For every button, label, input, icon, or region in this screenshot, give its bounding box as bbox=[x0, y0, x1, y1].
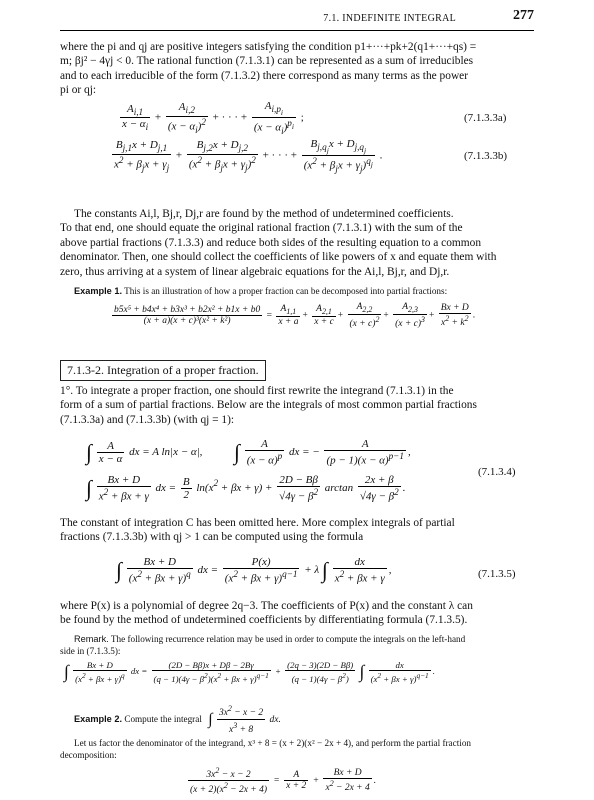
equation-number: (7.1.3.5) bbox=[478, 568, 516, 580]
text-line: 1°. To integrate a proper fraction, one should first rewrite the integrand (7.1.3.1) in the bbox=[60, 385, 454, 397]
text-line: m; βj² − 4γj < 0. The rational function (7.1.3.1) can be represented as a sum of irreducibles bbox=[60, 55, 474, 68]
page-number: 277 bbox=[513, 8, 534, 23]
equation-number: (7.1.3.3a) bbox=[464, 112, 507, 124]
text-line: Let us factor the denominator of the integrand, x³ + 8 = (x + 2)(x² − 2x + 4), and perform the partial fraction bbox=[74, 738, 472, 748]
text-line: The constant of integration C has been omitted here. More complex integrals of partial bbox=[60, 517, 455, 529]
text-line: fractions (7.1.3.3b) with qj > 1 can be computed using the formula bbox=[60, 531, 364, 544]
text-line: The constants Ai,l, Bj,r, Dj,r are found by the method of undetermined coefficients. bbox=[74, 208, 454, 220]
remark-label: Remark. bbox=[74, 634, 109, 644]
equation-7135: ∫ $\frac{Bx + D}{(x^2 + \beta x + \gamma)^q}$ dx = $\frac{P(x)}{(x^2 + \beta x + \gamma)^{q-1}}$ + λ ∫ $\frac{dx}{x^2 + \beta x + \gamma}$ , bbox=[116, 556, 392, 585]
equation-7133b: $\frac{B_{j,1}x + D_{j,1}}{x^2 + \beta_jx + \gamma_j}$ + $\frac{B_{j,2}x + D_{j,2}}{(x^2 + \beta_jx + \gamma_j)^2}$ + · · · + $\frac{B_{j,q_j}x + D_{j,q_j}}{(x^2 + \beta_jx + \gamma_j)^{q_j}}$ . bbox=[114, 138, 383, 174]
fraction: $\frac{B_{j,2}x + D_{j,2}}{(x^2 + \beta_jx + \gamma_j)^2}$ bbox=[188, 139, 256, 173]
example-2 bbox=[74, 703, 281, 736]
integration-constant-paragraph bbox=[60, 516, 536, 545]
section-heading: 7.1.3-2. Integration of a proper fraction. bbox=[60, 360, 266, 381]
equation-number: (7.1.3.3b) bbox=[464, 150, 508, 162]
example-1-equation: $\frac{\text{b5x⁵ + b4x⁴ + b3x³ + b2x² + b1x + b0}}{\text{(x + a)(x + c)³(x² + k²)}}$ = $\frac{A_{1,1}}{x + a}$ + $\frac{A_{2,1}}{x + c}$ + $\frac{A_{2,2}}{(x + c)^2}$ + $\frac{A_{2,3}}{(x + c)^3}$ + $\frac{Bx + D}{x^2 + k^2}$ . bbox=[114, 302, 476, 330]
text-line: denominator. Then, one should collect the coefficients of like powers of x and equate them with bbox=[60, 251, 497, 264]
text-line: pi or qj: bbox=[60, 84, 97, 97]
intro-paragraph bbox=[60, 40, 536, 98]
text-line: be found by the method of undetermined coefficients by differentiating formula (7.1.3.5). bbox=[60, 614, 468, 627]
text-line: form of a sum of partial fractions. Below are the integrals of most common partial fractions bbox=[60, 399, 477, 412]
recurrence-formula: ∫ $\frac{Bx + D}{(x^2 + \beta x + \gamma)^q}$ dx = $\frac{(2D - B\beta)x + D\beta - 2B\gamma}{(q - 1)(4\gamma - \beta^2)(x^2 + \beta x + \gamma)^{q-1}}$ + $\frac{(2q - 3)(2D - B\beta)}{(q - 1)(4\gamma - \beta^2)}$ ∫ $\frac{dx}{(x^2 + \beta x + \gamma)^{q-1}}$ . bbox=[64, 660, 435, 684]
text-line: where the pi and qj are positive integers satisfying the condition p1+···+pk+2(q1+···+qs) = bbox=[60, 41, 477, 53]
example-label: Example 2. bbox=[74, 713, 123, 724]
example-2-integral: ∫ $\frac{3x^2 - x - 2}{x^3 + 8}$ dx. bbox=[208, 704, 281, 736]
text-line: To that end, one should equate the original rational fraction (7.1.3.1) with the sum of the bbox=[60, 222, 463, 235]
text-line: decomposition: bbox=[60, 750, 117, 760]
fraction: $\frac{\text{b5x⁵ + b4x⁴ + b3x³ + b2x² + b1x + b0}}{\text{(x + a)(x + c)³(x² + k²)}}$ bbox=[114, 305, 261, 327]
example-2-decomposition: $\frac{3x^2 - x - 2}{(x + 2)(x^2 - 2x + 4)}$ = $\frac{A}{x + 2}$ + $\frac{Bx + D}{x^2 - 2x + 4}$ . bbox=[190, 766, 377, 796]
example-text: Compute the integral bbox=[124, 713, 202, 724]
running-header bbox=[60, 8, 534, 31]
fraction: $\frac{B_{j,q_j}x + D_{j,q_j}}{(x^2 + \beta_jx + \gamma_j)^{q_j}}$ bbox=[303, 138, 373, 174]
constants-paragraph bbox=[60, 207, 536, 279]
text-line: side in (7.1.3.5): bbox=[60, 646, 121, 656]
fraction: $\frac{B_{j,1}x + D_{j,1}}{x^2 + \beta_jx + \gamma_j}$ bbox=[114, 139, 170, 173]
fraction: $\frac{A_{i,p_i}}{(x - \alpha_i)^{p_i}}$ bbox=[253, 100, 294, 136]
header-section-title: 7.1. INDEFINITE INTEGRAL bbox=[323, 13, 456, 24]
remark bbox=[74, 633, 536, 645]
text-line: and to each irreducible of the form (7.1.3.2) there correspond as many terms as the power bbox=[60, 69, 469, 82]
equation-7133a: $\frac{A_{i,1}}{x - \alpha_i}$ + $\frac{A_{i,2}}{(x - \alpha_i)^2}$ + · · · + $\frac{A_{i,p_i}}{(x - \alpha_i)^{p_i}}$ ; bbox=[122, 100, 304, 136]
text-line: above partial fractions (7.1.3.3) and reduce both sides of the resulting equation to a common bbox=[60, 236, 482, 249]
polynomial-paragraph bbox=[60, 599, 536, 628]
text-line: The following recurrence relation may be used in order to compute the integrals on the left-hand bbox=[110, 634, 466, 644]
text-line: (7.1.3.3a) and (7.1.3.3b) (with qj = 1): bbox=[60, 413, 235, 426]
equation-7134-line1: ∫ $\frac{A}{x - \alpha}$ dx = A ln|x − α|, ∫ $\frac{A}{(x - \alpha)^p}$ dx = − $\frac{A}{(p - 1)(x - \alpha)^{p-1}}$ , bbox=[86, 438, 411, 467]
example-1 bbox=[74, 285, 536, 297]
fraction: $\frac{A_{i,2}}{(x - \alpha_i)^2}$ bbox=[167, 101, 206, 135]
example-label: Example 1. bbox=[74, 286, 123, 296]
example-text: This is an illustration of how a proper fraction can be decomposed into partial fractions: bbox=[124, 286, 448, 296]
text-line: where P(x) is a polynomial of degree 2q−3. The coefficients of P(x) and the constant λ can bbox=[60, 600, 473, 612]
step-1-paragraph bbox=[60, 384, 536, 427]
fraction: $\frac{A_{i,1}}{x - \alpha_i}$ bbox=[122, 103, 149, 133]
equation-7134-line2: ∫ $\frac{Bx + D}{x^2 + \beta x + \gamma}$ dx = $\frac{B}{2}$ $\ln(x^2 + \beta x + \gamma)$ + $\frac{2D - B\beta}{√4\gamma - \beta^2}$ arctan $\frac{2x + \beta}{√4\gamma - \beta^2}$ . bbox=[86, 474, 406, 503]
text-line: zero, thus arriving at a system of linear algebraic equations for the Ai,l, Bj,r, and Dj,r. bbox=[60, 265, 450, 278]
equation-number: (7.1.3.4) bbox=[478, 466, 516, 478]
